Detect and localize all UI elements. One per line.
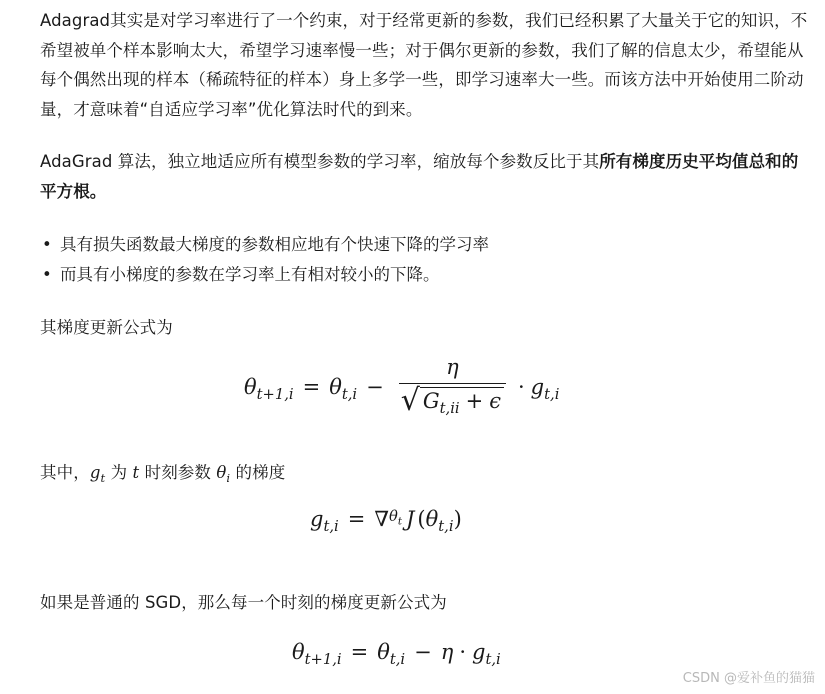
- bullet-list: [40, 230, 489, 289]
- math-inline-g-t: $g_t$: [89, 463, 106, 486]
- paragraph-adagrad-definition: [40, 147, 810, 206]
- csdn-watermark: CSDN @爱补鱼的猫猫: [682, 671, 815, 686]
- paragraph-gradient-note: [40, 458, 285, 488]
- bullet-icon: •: [42, 235, 52, 254]
- note-suffix: 的梯度: [230, 463, 286, 482]
- list-item: [40, 260, 489, 290]
- math-inline-theta-i: $\theta_i$: [216, 463, 231, 486]
- equation-adagrad-update: $\theta_{t+1,i}$ = $\theta_{t,i}$ − η √ $G_{t,ii} + \epsilon$ · $g_{t,i}$: [244, 355, 560, 418]
- paragraph-adagrad-text: AdaGrad 算法，独立地适应所有模型参数的学习率，缩放每个参数反比于其: [40, 152, 600, 171]
- paragraph-intro: Adagrad其实是对学习率进行了一个约束，对于经常更新的参数，我们已经积累了大量关于它的知识，不希望被单个样本影响太大，希望学习速率慢一些；对于偶尔更新的参数，我们了解的信息太少，希望能从每个偶然出现的样本（稀疏特征的样本）身上多学一些，即学习速率大一些。而该方法中开始使用二阶动量，才意味着“自适应学习率”优化算法时代的到来。: [40, 11, 808, 119]
- paragraph-adagrad-bold: 所有梯度历史平均值总和的平方根。: [40, 152, 799, 201]
- bullet-icon: •: [42, 264, 52, 284]
- equation-sgd-update: $\theta_{t+1,i}$ = $\theta_{t,i}$ − η · $g_{t,i}$: [292, 640, 501, 669]
- list-item-text: 具有损失函数最大梯度的参数相应地有个快速下降的学习率: [60, 235, 489, 254]
- paragraph-formula-intro: 其梯度更新公式为: [40, 318, 173, 337]
- note-mid1: 为: [105, 463, 133, 482]
- note-mid2: 时刻参数: [139, 463, 217, 482]
- list-item: [40, 230, 489, 260]
- math-inline-t: t: [132, 463, 140, 482]
- list-item-text: 而具有小梯度的参数在学习率上有相对较小的下降。: [60, 264, 440, 284]
- equation-gradient-definition: $g_{t,i}$ = ∇ $\theta_t$ J ( $\theta_{t,i}$ ): [310, 507, 462, 536]
- paragraph-sgd-intro: 如果是普通的 SGD，那么每一个时刻的梯度更新公式为: [40, 593, 447, 612]
- note-prefix: 其中，: [40, 463, 90, 482]
